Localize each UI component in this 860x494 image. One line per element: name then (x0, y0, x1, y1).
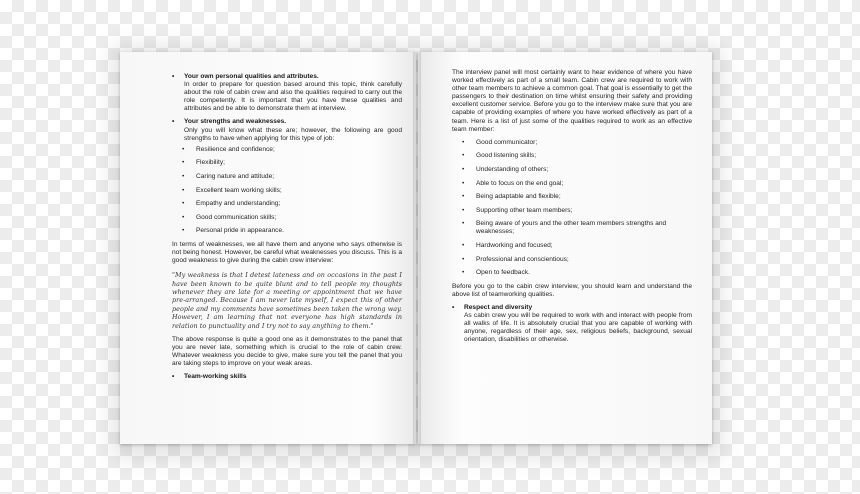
bullet-icon: • (182, 227, 185, 235)
open-book (120, 52, 712, 444)
respect-diversity-body: As cabin crew you will be required to work with and interact with people from all walks of life. It is absolutely crucial that you are capable of working with anyone, regardless of their age, sex, religious beliefs, background, sexual orientation, disabilities or otherwise. (464, 312, 692, 344)
list-item: • Good communication skills; (182, 213, 277, 221)
list-item: • Empathy and understanding; (182, 200, 281, 208)
list-item: • Personal pride in appearance. (182, 227, 284, 235)
section-heading-strengths-weaknesses: • Your strengths and weaknesses. (172, 118, 287, 126)
bullet-icon: • (182, 200, 185, 208)
bullet-icon: • (462, 152, 465, 160)
list-item: • Being aware of yours and the other team members strengths and weaknesses; (462, 220, 667, 236)
bullet-icon: • (462, 179, 465, 187)
bullet-icon: • (462, 138, 465, 146)
section-heading-respect-diversity: • Respect and diversity (452, 303, 533, 311)
list-item: • Resilience and confidence; (182, 145, 275, 153)
list-item: • Able to focus on the end goal; (462, 179, 564, 187)
book-spine (413, 52, 421, 444)
list-item: • Excellent team working skills; (182, 186, 282, 194)
left-page-content (172, 69, 402, 382)
section-heading-team-working: • Team-working skills (172, 373, 247, 381)
bullet-icon: • (172, 373, 175, 381)
strengths-list (172, 146, 402, 236)
right-page (418, 52, 712, 444)
bullet-icon: • (462, 165, 465, 173)
strengths-intro: Only you will know what these are; however, the following are good strengths to have when applying for this type of job: (184, 126, 402, 142)
bullet-icon: • (452, 303, 455, 311)
list-item: • Supporting other team members; (462, 206, 573, 214)
response-paragraph: The above response is quite a good one as it demonstrates to the panel that you are never late, something which is crucial to the role of cabin crew. Whatever weakness you decide to give, make sure you tell the panel that you are taking steps to improve on your weak areas. (172, 336, 402, 368)
bullet-icon: • (172, 73, 175, 80)
list-item: • Good listening skills; (462, 152, 537, 160)
bullet-icon: • (462, 206, 465, 214)
list-item: • Being adaptable and flexible; (462, 193, 561, 201)
list-item: • Open to feedback. (462, 269, 530, 277)
section-heading-personal-qualities: • Your own personal qualities and attributes. (172, 73, 319, 80)
bullet-icon: • (462, 242, 465, 249)
bullet-icon: • (182, 145, 185, 153)
list-item: • Professional and conscientious; (462, 255, 569, 263)
team-working-outro: Before you go to the cabin crew interview, you should learn and understand the above list of teamworking qualities. (452, 282, 692, 298)
bullet-icon: • (182, 186, 185, 194)
bullet-icon: • (462, 269, 465, 277)
bullet-icon: • (182, 213, 185, 221)
list-item: • Good communicator; (462, 138, 538, 146)
list-item: • Flexibility; (182, 159, 225, 167)
bullet-icon: • (172, 118, 175, 126)
team-qualities-list (452, 139, 692, 278)
bullet-icon: • (462, 255, 465, 263)
bullet-icon: • (462, 220, 465, 228)
list-item: • Hardworking and focused; (462, 242, 553, 249)
list-item: • Understanding of others; (462, 165, 549, 173)
team-working-intro: The interview panel will most certainly want to hear evidence of where you have worked effectively as part of a small team. Cabin crew are required to work with other team members to achieve a common goal. That goal is essentially to get the passengers to their destination on time whilst ensuring their safety and providing excellent customer service. Before you go to the interview make sure that you are capable of providing examples of where you have worked effectively as part of a team. Here is a list of just some of the qualities required to work as an effective team member: (452, 69, 692, 133)
weakness-paragraph: In terms of weaknesses, we all have them and anyone who says otherwise is not being honest. However, be careful what weaknesses you discuss. This is a good weakness to give during the cabin crew interview: (172, 240, 402, 265)
list-item: • Caring nature and attitude; (182, 172, 275, 180)
personal-qualities-body: In order to prepare for question based around this topic, think carefully about the role of cabin crew and also the qualities required to carry out the role competently. It is important that you have these qualities and attributes and be able to demonstrate them at interview. (184, 81, 402, 113)
bullet-icon: • (182, 172, 185, 180)
weakness-quote: "My weakness is that I detest lateness and on occasions in the past I have been known to be quite blunt and to tell people my thoughts whenever they are late for a meeting or appointment that we have pre-arranged. Because I am never late myself, I expect this of other people and my comments have sometimes been taken the wrong way. However, I am learning that not everyone has high standards in relation to punctuality and I try not to say anything to them." (172, 271, 402, 330)
right-page-content (452, 69, 692, 349)
bullet-icon: • (462, 193, 465, 201)
bullet-icon: • (182, 159, 185, 167)
left-page (120, 52, 416, 444)
